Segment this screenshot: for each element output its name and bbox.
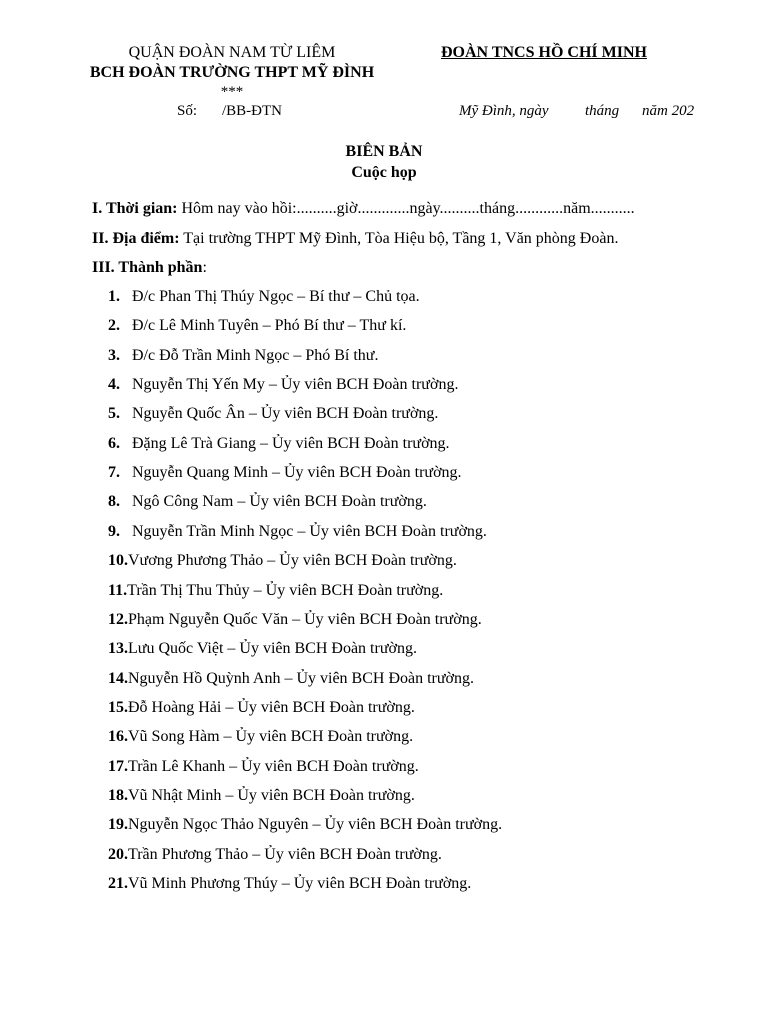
time-text: Hôm nay vào hồi:..........giờ.............ngày..........tháng............năm........... (177, 200, 635, 217)
document-subtitle: Cuộc họp (351, 164, 417, 181)
place-text: Tại trường THPT Mỹ Đình, Tòa Hiệu bộ, Tầng 1, Văn phòng Đoàn. (179, 230, 619, 247)
list-item-text: Đặng Lê Trà Giang – Ủy viên BCH Đoàn trường. (132, 435, 450, 452)
list-item (108, 846, 442, 864)
list-item (108, 787, 415, 805)
list-item-text: Trần Thị Thu Thủy – Ủy viên BCH Đoàn trường. (127, 582, 444, 599)
district-union-name: QUẬN ĐOÀN NAM TỪ LIÊM (128, 44, 336, 61)
members-section (92, 259, 207, 277)
time-section (92, 200, 635, 218)
list-item-text: Trần Lê Khanh – Ủy viên BCH Đoàn trường. (128, 758, 419, 775)
list-item-number: 16. (108, 728, 128, 745)
date-place: Mỹ Đình, ngày (459, 103, 549, 119)
youth-union-title: ĐOÀN TNCS HỒ CHÍ MINH (441, 44, 647, 61)
list-item-number: 18. (108, 787, 128, 804)
list-item (108, 816, 502, 834)
list-item (108, 699, 415, 717)
list-item-text: Vũ Minh Phương Thúy – Ủy viên BCH Đoàn trường. (128, 875, 472, 892)
list-item (108, 875, 471, 893)
list-item (108, 611, 482, 629)
list-item (108, 317, 406, 335)
members-label: III. Thành phần (92, 259, 203, 276)
list-item-number: 14. (108, 670, 128, 687)
list-item-number: 10. (108, 552, 128, 569)
date-month: tháng (585, 103, 620, 119)
document-number-label: Số: (177, 103, 198, 119)
list-item (108, 376, 458, 394)
list-item-number: 11. (108, 582, 128, 599)
list-item-number: 3. (108, 347, 120, 364)
list-item (108, 435, 450, 453)
place-section (92, 230, 618, 248)
list-item-text: Phạm Nguyễn Quốc Văn – Ủy viên BCH Đoàn trường. (128, 611, 482, 628)
date-year: năm 202 (642, 103, 695, 119)
list-item-text: Nguyễn Quang Minh – Ủy viên BCH Đoàn trường. (132, 464, 462, 481)
list-item-number: 20. (108, 846, 128, 863)
list-item-text: Đỗ Hoàng Hải – Ủy viên BCH Đoàn trường. (128, 699, 415, 716)
list-item-number: 7. (108, 464, 120, 481)
list-item-number: 1. (108, 288, 120, 305)
list-item-number: 12. (108, 611, 128, 628)
list-item-text: Nguyễn Thị Yến My – Ủy viên BCH Đoàn trường. (132, 376, 459, 393)
list-item (108, 347, 378, 365)
header-stars: *** (220, 84, 244, 100)
list-item (108, 288, 420, 306)
list-item-text: Nguyễn Ngọc Thảo Nguyên – Ủy viên BCH Đoàn trường. (128, 816, 503, 833)
list-item (108, 552, 457, 570)
list-item (108, 405, 438, 423)
list-item-number: 5. (108, 405, 120, 422)
list-item (108, 758, 419, 776)
place-label: II. Địa điểm: (92, 230, 180, 247)
members-colon: : (202, 259, 207, 276)
list-item (108, 582, 443, 600)
list-item-number: 13. (108, 640, 128, 657)
list-item (108, 728, 413, 746)
document-title: BIÊN BẢN (345, 143, 423, 160)
list-item-text: Ngô Công Nam – Ủy viên BCH Đoàn trường. (132, 493, 427, 510)
list-item-number: 6. (108, 435, 120, 452)
list-item-number: 21. (108, 875, 128, 892)
list-item-text: Đ/c Phan Thị Thúy Ngọc – Bí thư – Chủ tọa. (132, 288, 420, 305)
list-item-number: 15. (108, 699, 128, 716)
list-item-text: Nguyễn Quốc Ân – Ủy viên BCH Đoàn trường. (132, 405, 439, 422)
list-item-text: Đ/c Lê Minh Tuyên – Phó Bí thư – Thư kí. (132, 317, 407, 334)
school-union-committee: BCH ĐOÀN TRƯỜNG THPT MỸ ĐÌNH (89, 64, 375, 81)
list-item-number: 17. (108, 758, 128, 775)
list-item (108, 670, 474, 688)
list-item-number: 4. (108, 376, 120, 393)
list-item-text: Vương Phương Thảo – Ủy viên BCH Đoàn trường. (128, 552, 457, 569)
list-item-number: 2. (108, 317, 120, 334)
list-item-text: Nguyễn Trần Minh Ngọc – Ủy viên BCH Đoàn trường. (132, 523, 487, 540)
list-item (108, 464, 462, 482)
list-item (108, 523, 487, 541)
list-item-number: 19. (108, 816, 128, 833)
list-item (108, 493, 427, 511)
document-number-code: /BB-ĐTN (222, 103, 282, 119)
time-label: I. Thời gian: (92, 200, 178, 217)
list-item-text: Vũ Nhật Minh – Ủy viên BCH Đoàn trường. (128, 787, 415, 804)
list-item-text: Đ/c Đỗ Trần Minh Ngọc – Phó Bí thư. (132, 347, 379, 364)
list-item-number: 9. (108, 523, 120, 540)
list-item-text: Vũ Song Hàm – Ủy viên BCH Đoàn trường. (128, 728, 414, 745)
list-item-text: Trần Phương Thảo – Ủy viên BCH Đoàn trường. (128, 846, 442, 863)
list-item-text: Nguyễn Hồ Quỳnh Anh – Ủy viên BCH Đoàn trường. (128, 670, 474, 687)
list-item-text: Lưu Quốc Việt – Ủy viên BCH Đoàn trường. (128, 640, 417, 657)
list-item (108, 640, 417, 658)
list-item-number: 8. (108, 493, 120, 510)
